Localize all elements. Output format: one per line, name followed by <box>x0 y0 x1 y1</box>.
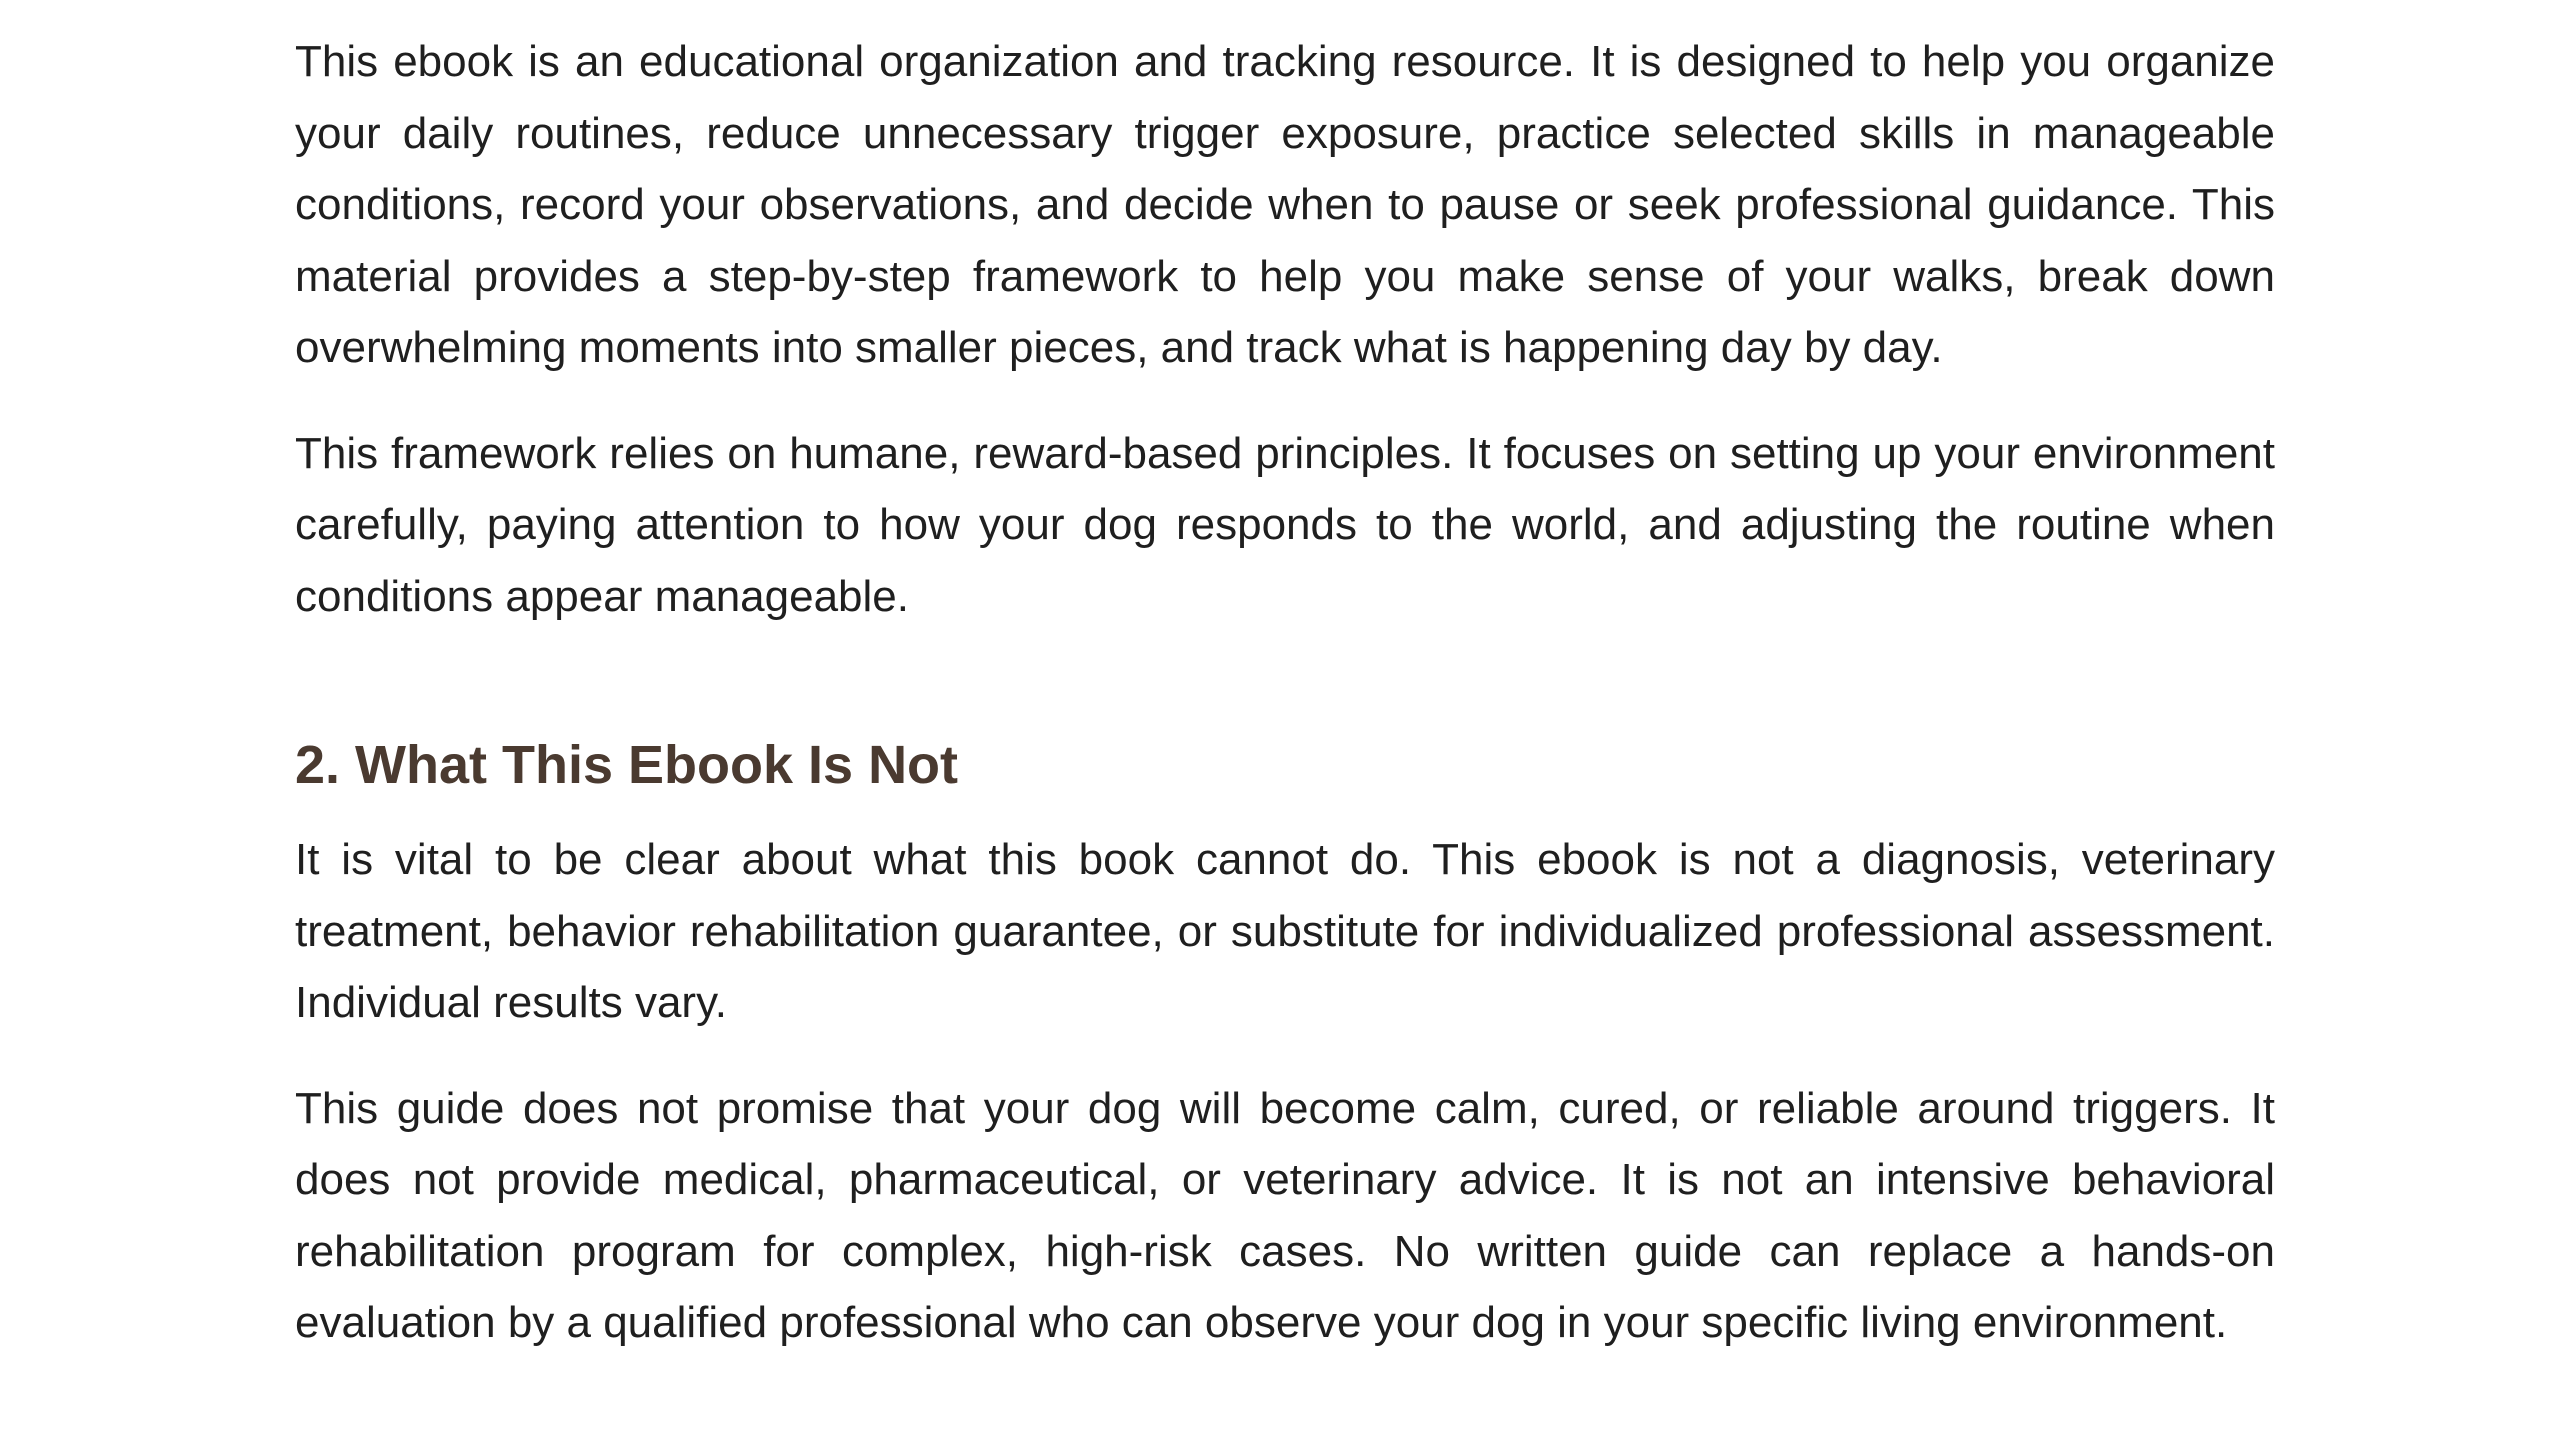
intro-paragraph-1: This ebook is an educational organization and tracking resource. It is designed to help you organize your daily routines, reduce unnecessary trigger exposure, practice selected skills in manageable conditions, record your observations, and decide when to pause or seek professional guidance. This material provides a step-by-step framework to help you make sense of your walks, break down overwhelming moments into smaller pieces, and track what is happening day by day. <box>295 37 2275 372</box>
intro-paragraph-2: This framework relies on humane, reward-based principles. It focuses on setting up your environment carefully, paying attention to how your dog responds to the world, and adjusting the routine when conditions appear manageable. <box>295 428 2275 621</box>
ebook-page <box>295 26 2275 1359</box>
section-heading: 2. What This Ebook Is Not <box>295 735 959 795</box>
section-paragraph-2: This guide does not promise that your dog will become calm, cured, or reliable around triggers. It does not provide medical, pharmaceutical, or veterinary advice. It is not an intensive behavioral rehabilitation program for complex, high-risk cases. No written guide can replace a hands-on evaluation by a qualified professional who can observe your dog in your specific living environment. <box>295 1083 2275 1347</box>
section-paragraph-1: It is vital to be clear about what this book cannot do. This ebook is not a diagnosis, veterinary treatment, behavior rehabilitation guarantee, or substitute for individualized professional assessment. Individual results vary. <box>295 835 2275 1027</box>
